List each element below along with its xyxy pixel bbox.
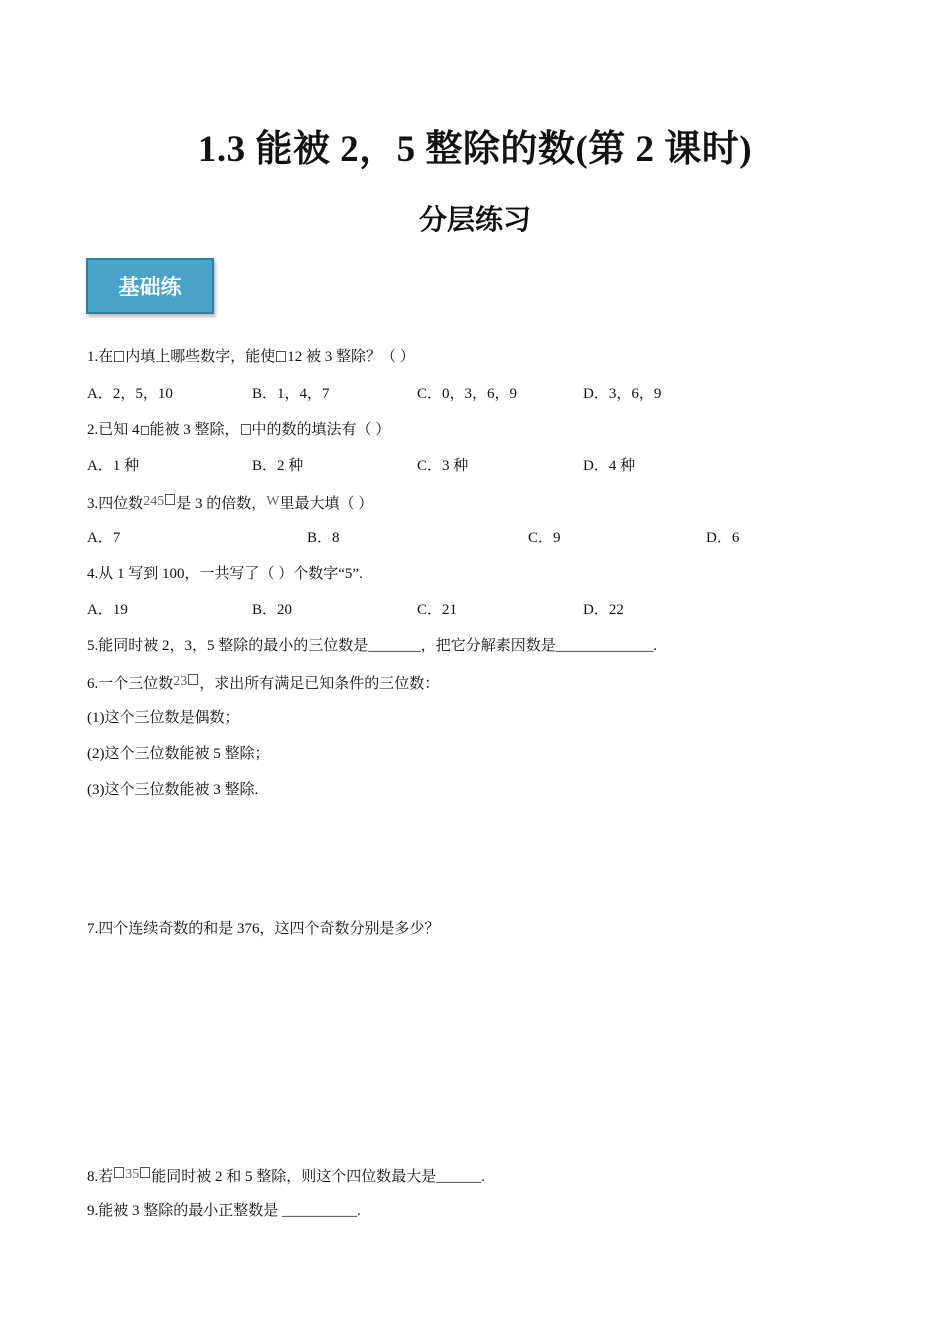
page-title: 1.3 能被 2，5 整除的数(第 2 课时): [197, 129, 753, 170]
q1-option-b: B．1，4，7: [252, 386, 330, 402]
blank-box-icon: [140, 1167, 150, 1178]
q6-part-3: (3)这个三位数能被 3 整除.: [87, 782, 259, 798]
blank-box-icon: [241, 424, 251, 435]
q1-option-d: D．3，6，9: [583, 386, 662, 402]
q3-option-a: A．7: [87, 530, 121, 546]
q4-option-c: C．21: [417, 602, 458, 618]
q2-option-b: B．2 种: [252, 458, 304, 474]
question-4: 4.从 1 写到 100，一共写了（ ）个数字“5”.: [87, 566, 363, 582]
question-3: 3.四位数245 是 3 的倍数，W里最大填（ ）: [87, 494, 374, 512]
q4-option-a: A．19: [87, 602, 128, 618]
question-5: 5.能同时被 2，3，5 整除的最小的三位数是_______，把它分解素因数是_____________.: [87, 638, 658, 654]
blank-box-icon: [141, 426, 149, 435]
blank-box-icon: [188, 674, 198, 685]
section-badge: [86, 258, 214, 314]
q4-option-d: D．22: [583, 602, 624, 618]
q3-option-c: C．9: [528, 530, 561, 546]
q3-option-d: D．6: [706, 530, 740, 546]
q4-option-b: B．20: [252, 602, 293, 618]
blank-box-icon: [165, 494, 175, 505]
blank-box-icon: [114, 1167, 124, 1178]
q2-option-d: D．4 种: [583, 458, 636, 474]
q1-option-a: A．2，5，10: [87, 386, 173, 402]
question-2: 2.已知 4 能被 3 整除， 中的数的填法有（ ）: [87, 422, 391, 438]
q2-option-a: A．1 种: [87, 458, 140, 474]
blank-box-icon: [276, 351, 286, 362]
section-badge-label: 基础练: [118, 274, 182, 299]
question-1: 1.在 内填上哪些数字，能使 12 被 3 整除？（ ）: [87, 349, 415, 365]
page-subtitle: 分层练习: [418, 203, 531, 236]
blank-box-icon: [114, 351, 124, 362]
q2-option-c: C．3 种: [417, 458, 469, 474]
q6-part-1: (1)这个三位数是偶数；: [87, 710, 240, 726]
q1-option-c: C．0，3，6，9: [417, 386, 518, 402]
q3-option-b: B．8: [307, 530, 340, 546]
question-6: 6.一个三位数23 ，求出所有满足已知条件的三位数：: [87, 674, 440, 692]
question-8: 8.若 35 能同时被 2 和 5 整除，则这个四位数最大是______.: [87, 1167, 486, 1185]
q6-part-2: (2)这个三位数能被 5 整除；: [87, 746, 270, 762]
question-9: 9.能被 3 整除的最小正整数是 __________.: [87, 1203, 361, 1219]
question-7: 7.四个连续奇数的和是 376，这四个奇数分别是多少？: [87, 921, 440, 937]
